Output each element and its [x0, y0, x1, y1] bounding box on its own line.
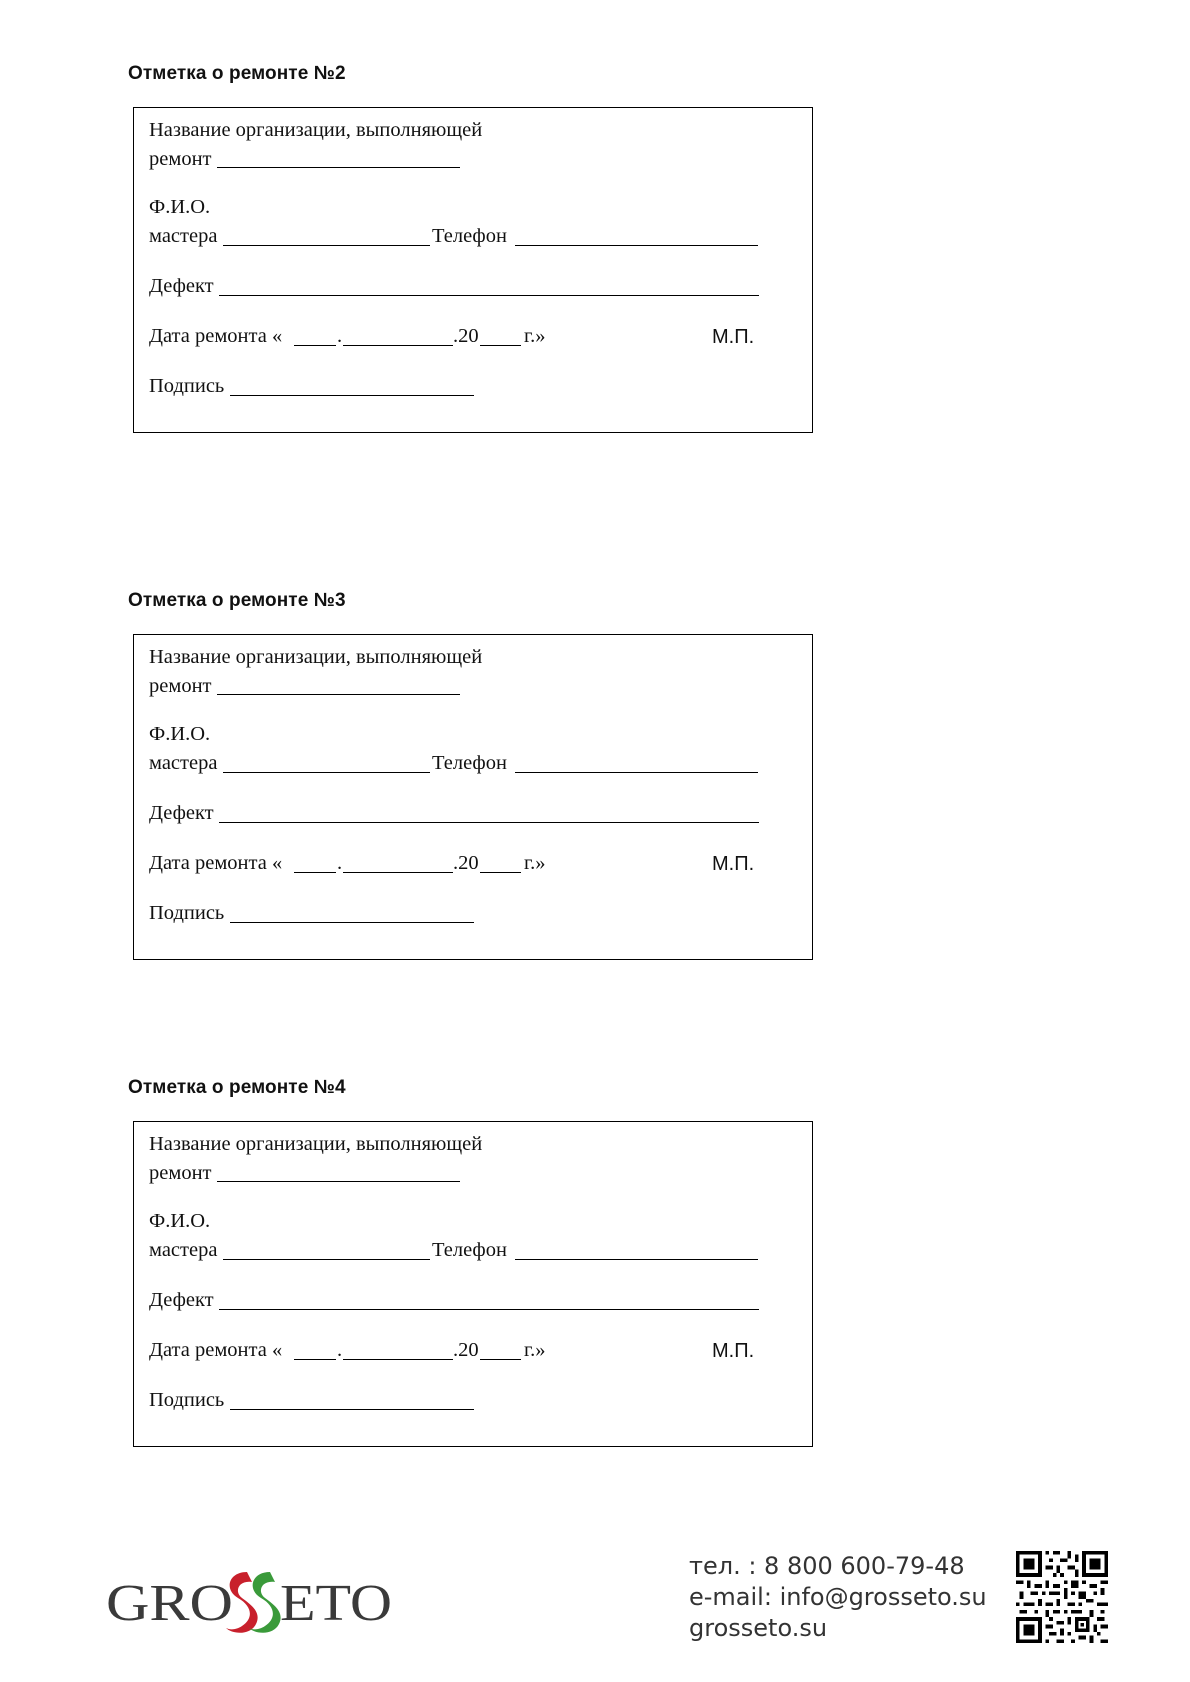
- form-title: Отметка о ремонте №2: [128, 63, 346, 84]
- grosseto-logo: [104, 1560, 394, 1638]
- date-year-field[interactable]: [480, 872, 521, 873]
- date-month-field[interactable]: [343, 1359, 453, 1360]
- org-field[interactable]: [217, 167, 460, 168]
- svg-text:GRO: GRO: [106, 1575, 233, 1632]
- org-label: Название организации, выполняющей: [149, 1133, 483, 1155]
- defect-field[interactable]: [219, 295, 759, 296]
- signature-field[interactable]: [230, 395, 474, 396]
- phone-label: Телефон: [432, 225, 507, 247]
- phone-field[interactable]: [515, 772, 758, 773]
- fio-label: Ф.И.О.: [149, 1210, 211, 1232]
- date-year-field[interactable]: [480, 345, 521, 346]
- date-dot: .: [337, 325, 343, 347]
- repair-form: [133, 107, 813, 433]
- org-label-cont: ремонт: [149, 148, 212, 170]
- form-title: Отметка о ремонте №3: [128, 590, 346, 611]
- date-year-prefix: .20: [453, 1339, 479, 1361]
- date-label: Дата ремонта «: [149, 1339, 283, 1361]
- org-label: Название организации, выполняющей: [149, 119, 483, 141]
- signature-field[interactable]: [230, 1409, 474, 1410]
- fio-label: Ф.И.О.: [149, 723, 211, 745]
- date-year-prefix: .20: [453, 852, 479, 874]
- form-title: Отметка о ремонте №4: [128, 1077, 346, 1098]
- date-month-field[interactable]: [343, 872, 453, 873]
- footer-phone: тел. : 8 800 600-79-48: [689, 1552, 965, 1580]
- date-end: г.»: [524, 1339, 546, 1361]
- signature-label: Подпись: [149, 902, 225, 924]
- stamp-label: М.П.: [712, 1340, 755, 1362]
- date-end: г.»: [524, 325, 546, 347]
- master-field[interactable]: [223, 772, 430, 773]
- phone-label: Телефон: [432, 752, 507, 774]
- org-field[interactable]: [217, 1181, 460, 1182]
- date-label: Дата ремонта «: [149, 325, 283, 347]
- date-dot: .: [337, 1339, 343, 1361]
- defect-field[interactable]: [219, 822, 759, 823]
- date-day-field[interactable]: [294, 872, 336, 873]
- org-label-cont: ремонт: [149, 675, 212, 697]
- defect-label: Дефект: [149, 802, 214, 824]
- phone-field[interactable]: [515, 1259, 758, 1260]
- date-day-field[interactable]: [294, 345, 336, 346]
- master-field[interactable]: [223, 245, 430, 246]
- master-label: мастера: [149, 225, 218, 247]
- defect-label: Дефект: [149, 275, 214, 297]
- date-year-field[interactable]: [480, 1359, 521, 1360]
- phone-label: Телефон: [432, 1239, 507, 1261]
- repair-form: [133, 634, 813, 960]
- phone-field[interactable]: [515, 245, 758, 246]
- footer-email[interactable]: e-mail: info@grosseto.su: [689, 1583, 987, 1611]
- repair-form: [133, 1121, 813, 1447]
- master-label: мастера: [149, 752, 218, 774]
- date-label: Дата ремонта «: [149, 852, 283, 874]
- footer-website[interactable]: grosseto.su: [689, 1614, 828, 1642]
- date-month-field[interactable]: [343, 345, 453, 346]
- org-label-cont: ремонт: [149, 1162, 212, 1184]
- stamp-label: М.П.: [712, 853, 755, 875]
- fio-label: Ф.И.О.: [149, 196, 211, 218]
- date-year-prefix: .20: [453, 325, 479, 347]
- org-label: Название организации, выполняющей: [149, 646, 483, 668]
- stamp-label: М.П.: [712, 326, 755, 348]
- date-day-field[interactable]: [294, 1359, 336, 1360]
- signature-label: Подпись: [149, 1389, 225, 1411]
- signature-label: Подпись: [149, 375, 225, 397]
- signature-field[interactable]: [230, 922, 474, 923]
- org-field[interactable]: [217, 694, 460, 695]
- date-dot: .: [337, 852, 343, 874]
- defect-label: Дефект: [149, 1289, 214, 1311]
- master-field[interactable]: [223, 1259, 430, 1260]
- qr-code-icon: [1016, 1551, 1108, 1643]
- svg-text:ETO: ETO: [280, 1575, 392, 1632]
- master-label: мастера: [149, 1239, 218, 1261]
- defect-field[interactable]: [219, 1309, 759, 1310]
- date-end: г.»: [524, 852, 546, 874]
